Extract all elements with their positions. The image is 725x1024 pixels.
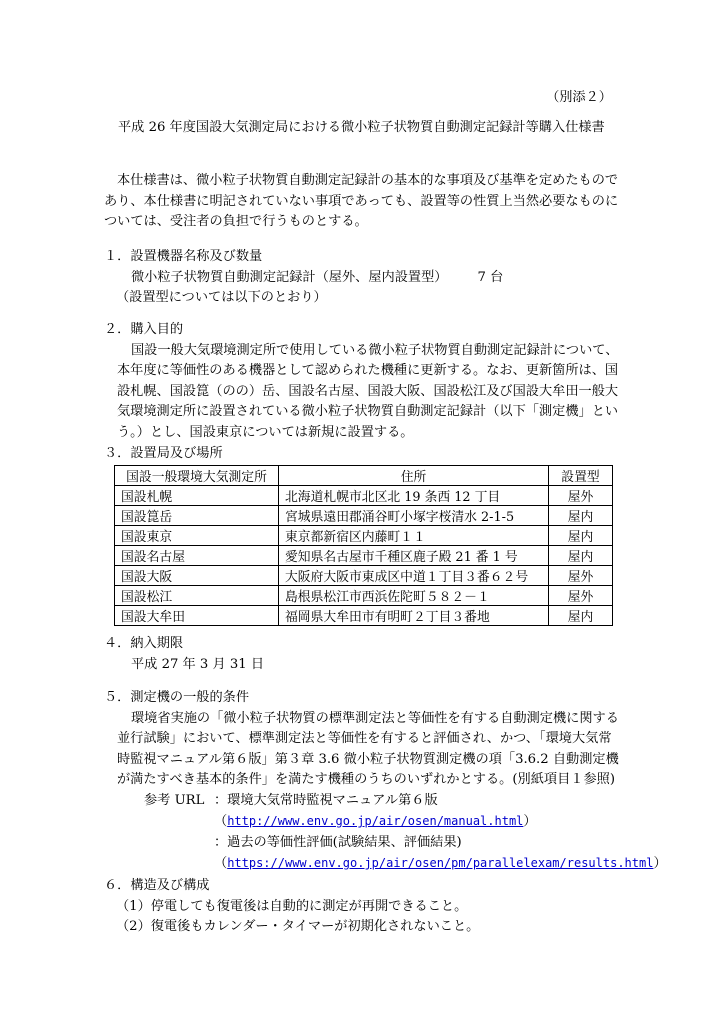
section6 [104,876,479,938]
station-name: 国設名古屋 [115,546,279,566]
station-type: 屋外 [549,586,613,606]
station-type: 屋内 [549,606,613,626]
section5 [104,688,667,875]
station-type: 屋内 [549,546,613,566]
section2-line: 本年度に等価性のある機器として認められた機種に更新する。なお、更新箇所は、国 [117,363,619,378]
ref-label: 参考 URL [144,792,205,808]
station-type: 屋内 [549,526,613,546]
ref-url-line-2 [104,853,667,875]
station-type: 屋外 [549,486,613,506]
section4-date: 平成 27 年 3 月 31 日 [131,656,265,672]
ref-line-1 [104,791,667,812]
section4-heading: ４．納入期限 [104,636,184,651]
section6-heading: ６．構造及び構成 [104,878,210,893]
table-row [115,506,613,526]
station-address: 福岡県大牟田市有明町２丁目３番地 [279,606,549,626]
station-name: 国設大牟田 [115,606,279,626]
section5-heading: ５．測定機の一般的条件 [104,690,250,705]
document-title: 平成 26 年度国設大気測定局における微小粒子状物質自動測定記録計等購入仕様書 [118,120,605,135]
section1-item-line [104,268,503,289]
ref2-url-link[interactable]: https://www.env.go.jp/air/osen/pm/parallelexam/results.html [227,856,654,870]
station-name: 国設札幌 [115,486,279,506]
table-row [115,546,613,566]
section2-heading: ２．購入目的 [104,322,184,337]
station-name: 国設箟岳 [115,506,279,526]
ref-url-line-1 [104,811,667,833]
section2-line: 国設一般大気環境測定所で使用している微小粒子状物質自動測定記録計について、 [131,342,619,358]
section5-line: 時監視マニュアル第６版」第３章 3.6 微小粒子状物質測定機の項「3.6.2 自動測定機 [117,751,619,767]
station-name: 国設大阪 [115,566,279,586]
section4 [104,634,264,675]
ref2-title: ：過去の等価性評価(試験結果、評価結果) [214,834,462,850]
ref1-paren-open: （ [214,814,228,829]
station-address: 東京都新宿区内藤町１１ [279,526,549,546]
ref1-url-link[interactable]: http://www.env.go.jp/air/osen/manual.html [227,814,524,828]
station-type: 屋内 [549,506,613,526]
table-header-row [115,466,613,486]
station-name: 国設東京 [115,526,279,546]
section5-line: 環境省実施の「微小粒子状物質の標準測定法と等価性を有する自動測定機に関する [131,710,619,726]
section2 [104,320,618,443]
intro-paragraph [104,171,618,233]
table-row [115,606,613,626]
section1-item: 微小粒子状物質自動測定記録計（屋外、屋内設置型） [131,269,448,285]
section1-quantity: 7 台 [477,269,504,285]
section1 [104,247,503,309]
intro-line: あり、本仕様書に明記されていない事項であっても、設置等の性質上当然必要なものに [104,193,619,209]
section6-item: （1）停電しても復電後は自動的に測定が再開できること。 [116,898,468,914]
station-address: 愛知県名古屋市千種区鹿子殿 21 番 1 号 [279,546,549,566]
section2-line: う。）とし、国設東京については新規に設置する。 [117,424,414,440]
station-table [114,465,613,626]
attachment-label: （別添２） [546,90,612,105]
table-row [115,526,613,546]
intro-line: 本仕様書は、微小粒子状物質自動測定記録計の基本的な事項及び基準を定めたもので [117,173,619,188]
intro-line: ついては、受注者の負担で行うものとする。 [104,214,368,229]
ref2-paren-open: （ [214,856,228,871]
station-address: 宮城県遠田郡涌谷町小塚字桜清水 2-1-5 [279,506,549,526]
table-row [115,586,613,606]
section1-note: （設置型については以下のとおり） [116,290,327,305]
ref1-paren-close: ） [523,814,537,829]
section2-line: 設札幌、国設箟（のの）岳、国設名古屋、国設大阪、国設松江及び国設大牟田一般大 [117,383,619,399]
section3-heading: ３．設置局及び場所 [104,446,223,461]
header-station: 国設一般環境大気測定所 [115,466,279,486]
header-type: 設置型 [549,466,613,486]
station-address: 大阪府大阪市東成区中道１丁目３番６２号 [279,566,549,586]
station-address: 北海道札幌市北区北 19 条西 12 丁目 [279,486,549,506]
station-address: 島根県松江市西浜佐陀町５８２－１ [279,586,549,606]
station-name: 国設松江 [115,586,279,606]
section2-line: 気環境測定所に設置されている微小粒子状物質自動測定記録計（以下「測定機」とい [117,404,619,419]
section5-line: 並行試験」において、標準測定法と等価性を有すると評価され、かつ、「環境大気常 [117,731,612,746]
table-row [115,566,613,586]
section6-item: （2）復電後もカレンダー・タイマーが初期化されないこと。 [116,919,480,934]
ref2-paren-close: ） [653,856,667,871]
header-address: 住所 [279,466,549,486]
ref1-title: ：環境大気常時監視マニュアル第６版 [214,792,438,808]
section5-line: が満たすべき基本的条件」を満たす機種のうちのいずれかとする。(別紙項目１参照) [117,772,615,787]
station-type: 屋外 [549,566,613,586]
section1-heading: １．設置機器名称及び数量 [104,249,263,264]
table-row [115,486,613,506]
